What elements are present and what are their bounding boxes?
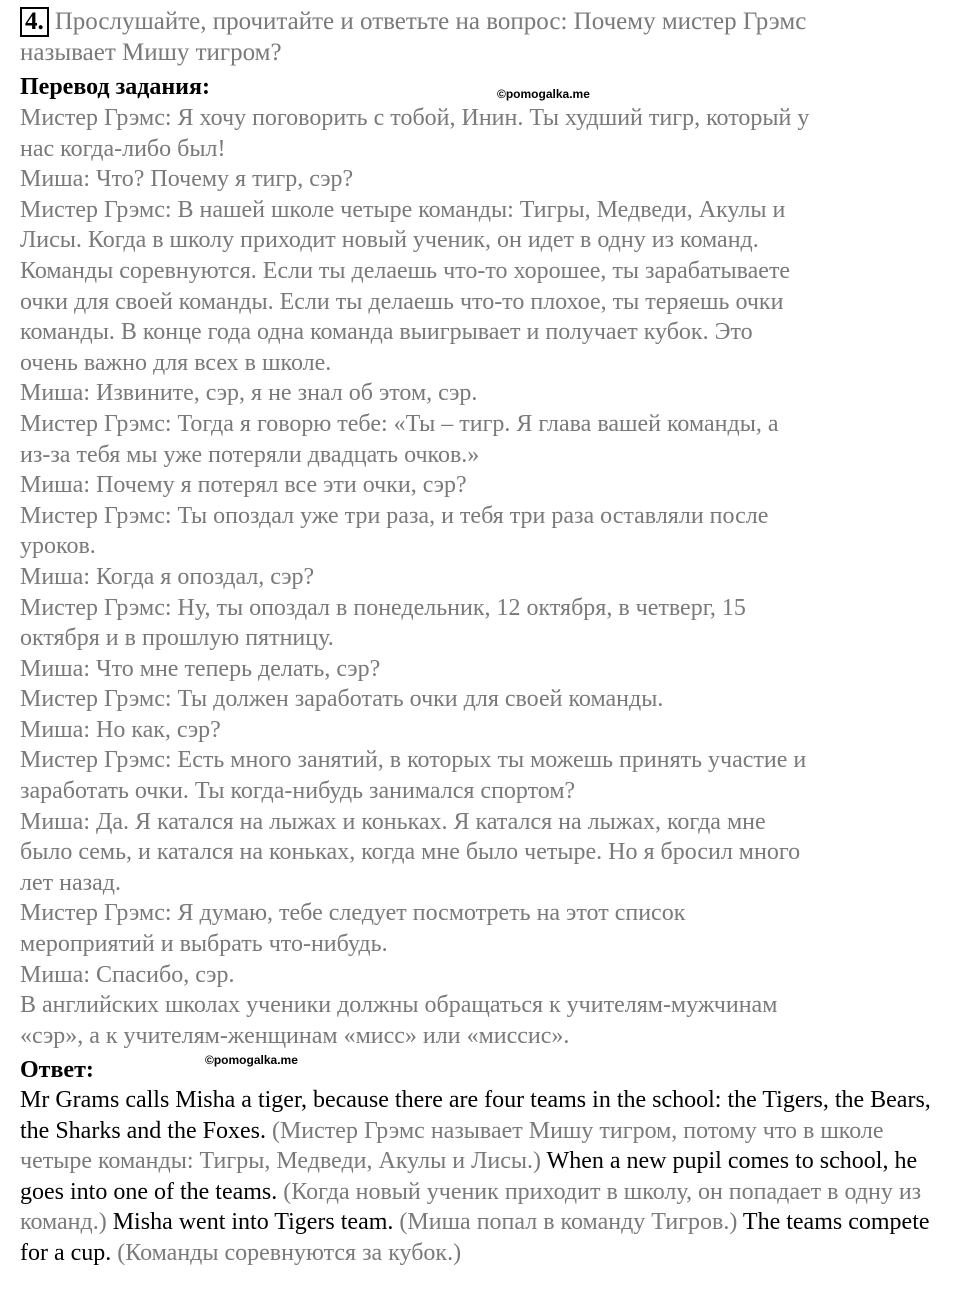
answer-text (20, 1085, 935, 1268)
translation-line: мероприятий и выбрать что-нибудь. (20, 931, 388, 958)
translation-line: Лисы. Когда в школу приходит новый ученик, он идет в одну из команд. (20, 227, 759, 254)
translation-line: Миша: Извините, сэр, я не знал об этом, сэр. (20, 380, 478, 407)
answer-english-2: When a new pupil comes to school, he goes into one of the teams. (20, 1148, 918, 1205)
answer-english-4: The teams compete for a cup. (20, 1209, 930, 1266)
answer-english-1: Mr Grams calls Misha a tiger, because there are four teams in the school: the Tigers, the Bears, the Sharks and the Foxes. (20, 1087, 931, 1144)
translation-line: Миша: Но как, сэр? (20, 716, 221, 743)
translation-line: Мистер Грэмс: Ты должен заработать очки для своей команды. (20, 686, 664, 713)
translation-line: уроков. (20, 533, 96, 560)
translation-line: из-за тебя мы уже потеряли двадцать очков.» (20, 441, 480, 468)
translation-line: очень важно для всех в школе. (20, 349, 332, 376)
translation-line: Мистер Грэмс: Ты опоздал уже три раза, и тебя три раза оставляли после (20, 502, 769, 529)
translation-line: октября и в прошлую пятницу. (20, 625, 334, 652)
answer-heading: Ответ: (20, 1057, 94, 1083)
translation-heading: Перевод задания: (20, 74, 210, 100)
translation-line: Мистер Грэмс: Ну, ты опоздал в понедельник, 12 октября, в четверг, 15 (20, 594, 746, 621)
answer-russian-1: (Мистер Грэмс называет Мишу тигром, потому что в школе четыре команды: Тигры, Медведи, Акулы и Лисы.) (20, 1117, 884, 1174)
translation-line: очки для своей команды. Если ты делаешь что-то плохое, ты теряешь очки (20, 288, 784, 315)
translation-line: Команды соревнуются. Если ты делаешь что-то хорошее, ты зарабатываете (20, 257, 791, 284)
watermark: ©pomogalka.me (497, 87, 590, 101)
translation-line: Миша: Что? Почему я тигр, сэр? (20, 166, 354, 193)
answer-russian-4: (Команды соревнуются за кубок.) (111, 1239, 462, 1266)
answer-russian-2: (Когда новый ученик приходит в школу, он попадает в одну из команд.) (20, 1178, 922, 1235)
translation-line: лет назад. (20, 869, 121, 896)
translation-line: «сэр», а к учителям-женщинам «мисс» или «миссис». (20, 1022, 570, 1049)
translation-line: Миша: Что мне теперь делать, сэр? (20, 655, 381, 682)
translation-line: Мистер Грэмс: Тогда я говорю тебе: «Ты – тигр. Я глава вашей команды, а (20, 410, 779, 437)
translation-line: нас когда-либо был! (20, 135, 226, 162)
translation-line: Мистер Грэмс: Я думаю, тебе следует посмотреть на этот список (20, 900, 686, 927)
translation-line: заработать очки. Ты когда-нибудь занимался спортом? (20, 778, 576, 805)
task-question-line2: называет Мишу тигром? (20, 39, 282, 66)
translation-line: В английских школах ученики должны обращаться к учителям-мужчинам (20, 992, 778, 1019)
translation-line: Миша: Когда я опоздал, сэр? (20, 563, 315, 590)
translation-line: Мистер Грэмс: В нашей школе четыре команды: Тигры, Медведи, Акулы и (20, 196, 786, 223)
translation-line: Миша: Да. Я катался на лыжах и коньках. Я катался на лыжах, когда мне (20, 808, 766, 835)
task-question (20, 6, 920, 68)
watermark-2: ©pomogalka.me (205, 1053, 298, 1067)
answer-russian-3: (Миша попал в команду Тигров.) (393, 1209, 738, 1235)
translation-text (20, 103, 930, 1051)
translation-line: Миша: Почему я потерял все эти очки, сэр? (20, 472, 467, 499)
translation-line: было семь, и катался на коньках, когда мне было четыре. Но я бросил много (20, 839, 801, 866)
answer-english-3: Misha went into Tigers team. (106, 1209, 394, 1235)
translation-line: команды. В конце года одна команда выигрывает и получает кубок. Это (20, 319, 753, 346)
task-number: 4. (20, 7, 49, 37)
translation-line: Мистер Грэмс: Есть много занятий, в которых ты можешь принять участие и (20, 747, 807, 774)
task-question-line1: Прослушайте, прочитайте и ответьте на вопрос: Почему мистер Грэмс (54, 8, 807, 35)
translation-line: Миша: Спасибо, сэр. (20, 961, 235, 988)
translation-line: Мистер Грэмс: Я хочу поговорить с тобой, Инин. Ты худший тигр, который у (20, 105, 810, 131)
